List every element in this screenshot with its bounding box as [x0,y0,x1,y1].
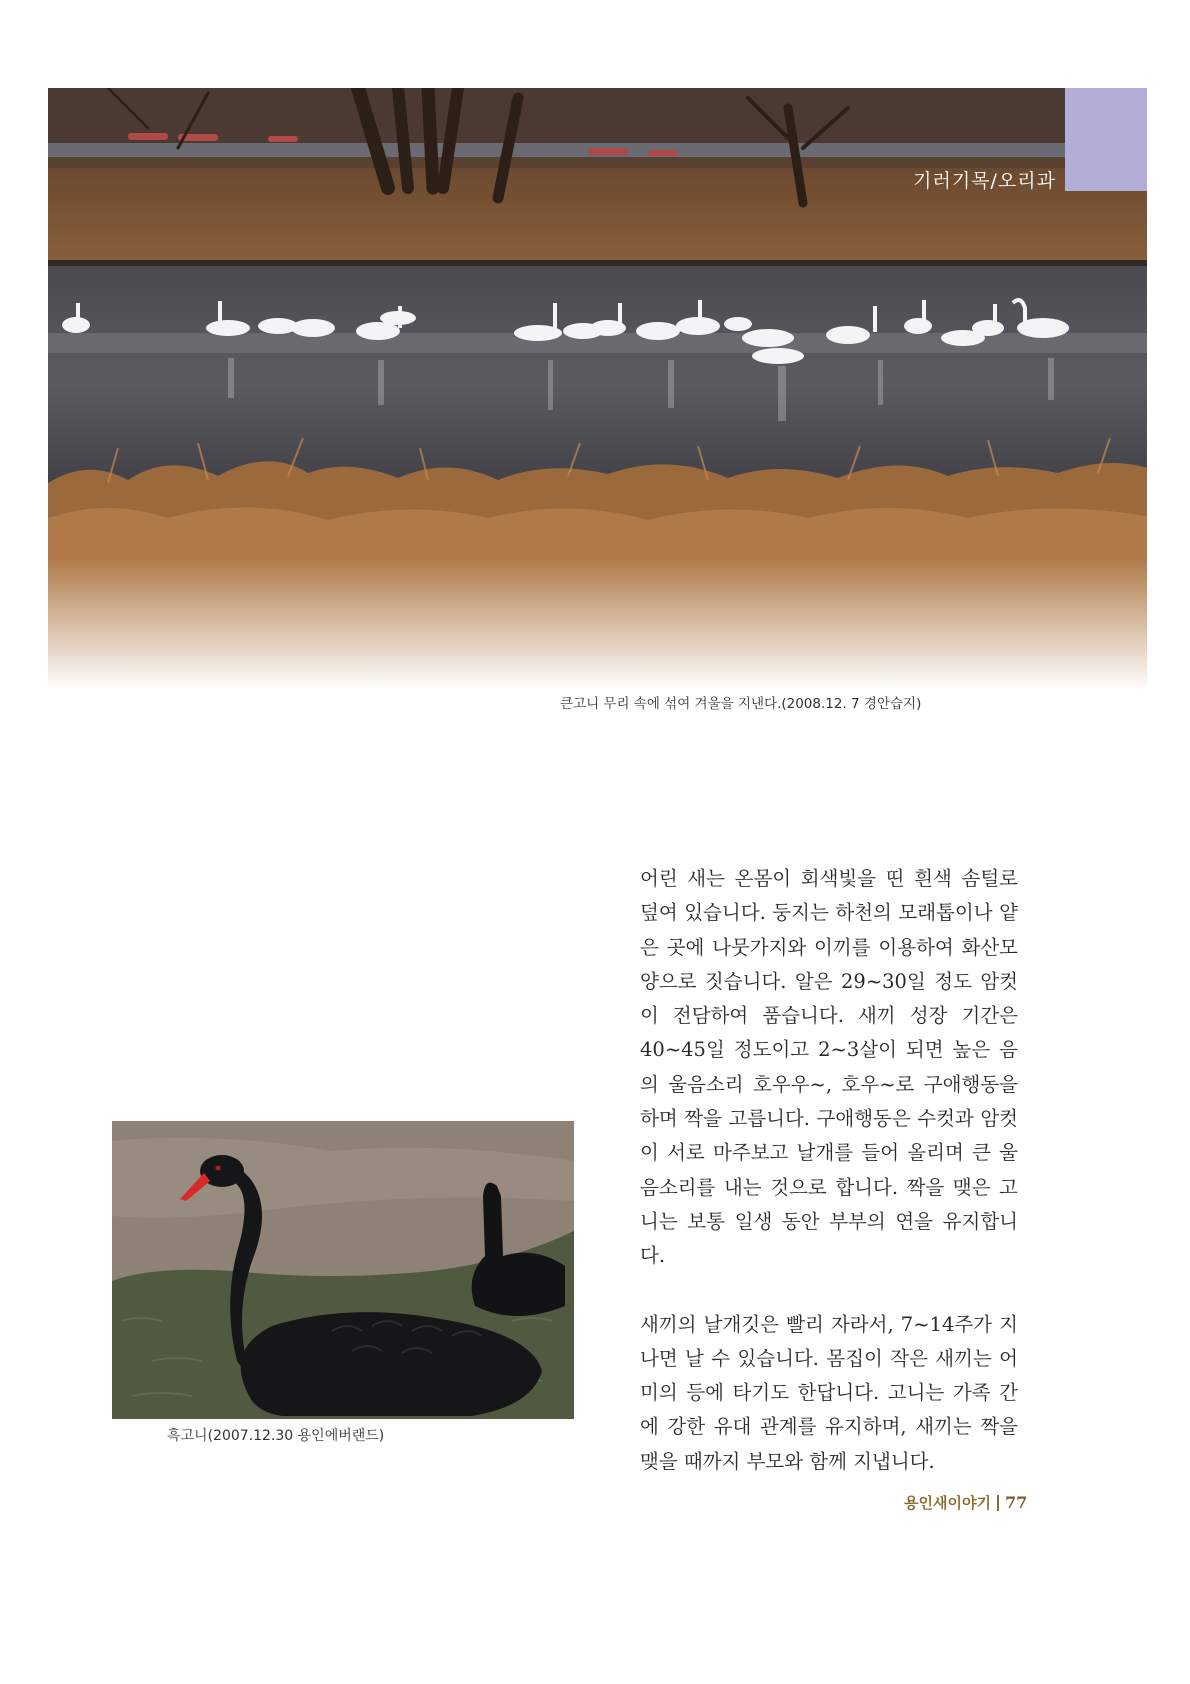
black-swan-photo [112,1121,574,1419]
swan-photo-caption: 흑고니(2007.12.30 용인에버랜드) [167,1428,385,1444]
footer-divider [997,1495,999,1511]
article-body [640,862,1018,1479]
page-number: 77 [1004,1493,1028,1512]
article-paragraph-2: 새끼의 날개깃은 빨리 자라서, 7~14주가 지나면 날 수 있습니다. 몸집이 작은 새끼는 어미의 등에 타기도 한답니다. 고니는 가족 간에 강한 유대 관계를 유지하며, 새끼는 짝을 맺을 때까지 부모와 함께 지냅니다. [640,1312,1018,1473]
page-footer [904,1492,1027,1513]
section-label: 기러기목/오리과 [913,170,1056,192]
top-photo-caption: 큰고니 무리 속에 섞여 겨울을 지낸다.(2008.12. 7 경안습지) [560,696,922,712]
article-paragraph-1: 어린 새는 온몸이 회색빛을 띤 흰색 솜털로 덮여 있습니다. 둥지는 하천의 모래톱이나 얕은 곳에 나뭇가지와 이끼를 이용하여 화산모양으로 짓습니다. 알은 29~30일 정도 암컷이 전담하여 품습니다. 새끼 성장 기간은 40~45일 정도이고 2~3살이 되면 높은 음의 울음소리 호우우~, 호우~로 구애행동을 하며 짝을 고릅니다. 구애행동은 수컷과 암컷이 서로 마주보고 날개를 들어 올리며 큰 울음소리를 내는 것으로 합니다. 짝을 맺은 고니는 보통 일생 동안 부부의 연을 유지합니다. [640,867,1018,1268]
section-accent-tab [1065,88,1147,191]
publication-title: 용인새이야기 [904,1494,991,1512]
